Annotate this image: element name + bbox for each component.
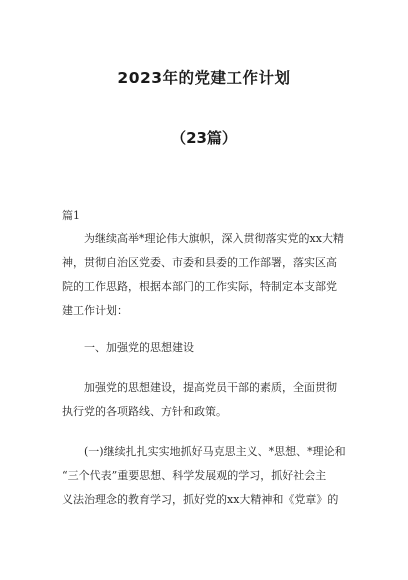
- paragraph-line: “三个代表”重要思想、科学发展观的学习，抓好社会主: [62, 469, 327, 482]
- document-title: 2023年的党建工作计划: [117, 69, 291, 87]
- paragraph-line: 神，贯彻自治区党委、市委和县委的工作部署，落实区高: [62, 256, 337, 269]
- paragraph-line: 加强党的思想建设，提高党员干部的素质，全面贯彻: [62, 381, 337, 394]
- paragraph-intro: [62, 227, 348, 323]
- paragraph-line: 院的工作思路，根据本部门的工作实际，特制定本支部党: [62, 280, 337, 293]
- section-heading: [62, 336, 348, 360]
- section-label: 篇1: [62, 209, 80, 222]
- heading-line: 一、加强党的思想建设: [62, 341, 194, 354]
- paragraph-line: 义法治理念的教育学习，抓好党的xx大精神和《党章》的: [62, 493, 339, 506]
- paragraph-thought: [62, 376, 348, 424]
- paragraph-line: 执行党的各项路线、方针和政策。: [62, 405, 227, 418]
- paragraph-line: 建工作计划：: [62, 304, 128, 317]
- paragraph-line: 为继续高举*理论伟大旗帜，深入贯彻落实党的xx大精: [62, 232, 344, 245]
- paragraph-line: (一)继续扎扎实实地抓好马克思主义、*思想、*理论和: [62, 445, 346, 458]
- document-subtitle: （23篇）: [171, 129, 237, 147]
- paragraph-study: [62, 440, 348, 512]
